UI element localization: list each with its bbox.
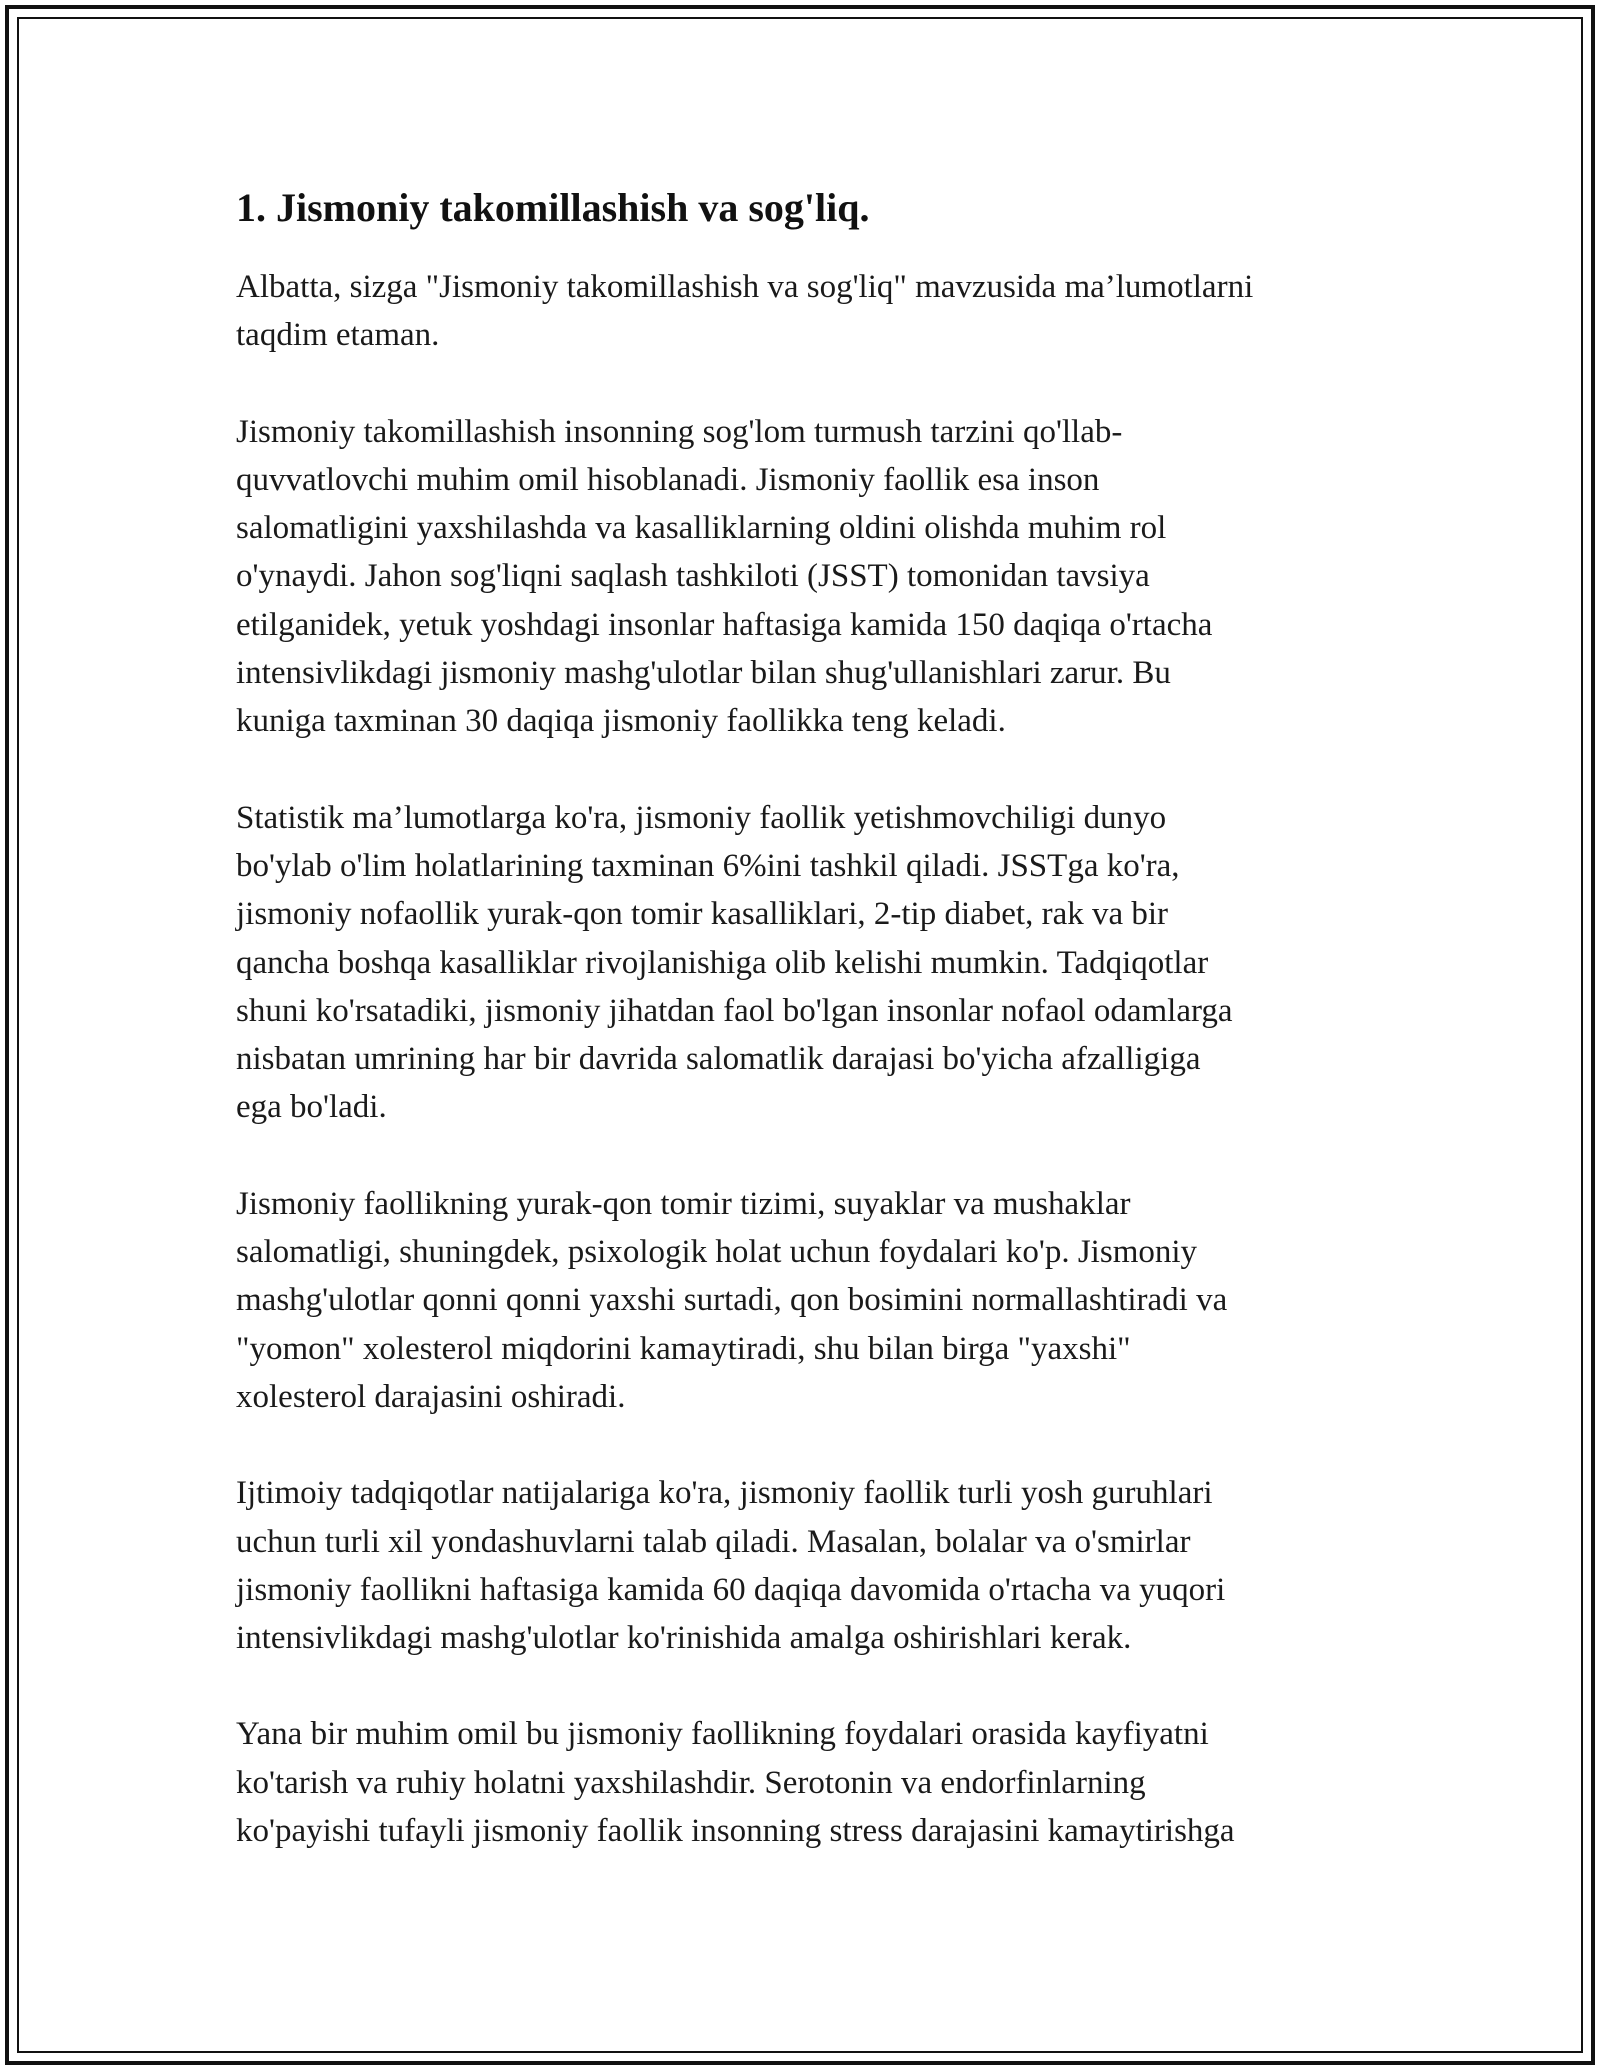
paragraph-physical-improvement: Jismoniy takomillashish insonning sog'lom turmush tarzini qo'llab- quvvatlovchi muhim omil hisoblanadi. Jismoniy faollik esa inson salomatligini yaxshilashda va kasalliklarning oldini olishda muhim rol o'ynaydi. Jahon sog'liqni saqlash tashkiloti (JSST) tomonidan tavsiya etilganidek, yetuk yoshdagi insonlar haftasiga kamida 150 daqiqa o'rtacha intensivlikdagi jismoniy mashg'ulotlar bilan shug'ullanishlari zarur. Bu kuniga taxminan 30 daqiqa jismoniy faollikka teng keladi. [236, 413, 1213, 740]
paragraph-age-groups: Ijtimoiy tadqiqotlar natijalariga ko'ra, jismoniy faollik turli yosh guruhlari uchun turli xil yondashuvlarni talab qiladi. Masalan, bolalar va o'smirlar jismoniy faollikni haftasiga kamida 60 daqiqa davomida o'rtacha va yuqori intensivlikdagi mashg'ulotlar ko'rinishida amalga oshirishlari kerak. [236, 1475, 1226, 1657]
paragraph-benefits: Jismoniy faollikning yurak-qon tomir tizimi, suyaklar va mushaklar salomatligi, shuningdek, psixologik holat uchun foydalari ko'p. Jismoniy mashg'ulotlar qonni qonni yaxshi surtadi, qon bosimini normallashtiradi va "yomon" xolesterol miqdorini kamaytiradi, shu bilan birga "yaxshi" xolesterol darajasini oshiradi. [236, 1185, 1228, 1415]
document-title: 1. Jismoniy takomillashish va sog'liq. [236, 185, 870, 230]
paragraph-intro: Albatta, sizga "Jismoniy takomillashish va sog'liq" mavzusida ma’lumotlarni taqdim etaman. [236, 269, 1254, 354]
paragraph-mood: Yana bir muhim omil bu jismoniy faollikning foydalari orasida kayfiyatni ko'tarish va ruhiy holatni yaxshilashdir. Serotonin va endorfinlarning ko'payishi tufayli jismoniy faollik insonning stress darajasini kamaytirishga [236, 1716, 1235, 1850]
paragraph-statistics: Statistik ma’lumotlarga ko'ra, jismoniy faollik yetishmovchiligi dunyo bo'ylab o'lim holatlarining taxminan 6%ini tashkil qiladi. JSSTga ko'ra, jismoniy nofaollik yurak-qon tomir kasalliklari, 2-tip diabet, rak va bir qancha boshqa kasalliklar rivojlanishiga olib kelishi mumkin. Tadqiqotlar shuni ko'rsatadiki, jismoniy jihatdan faol bo'lgan insonlar nofaol odamlarga nisbatan umrining har bir davrida salomatlik darajasi bo'yicha afzalligiga ega bo'ladi. [236, 799, 1233, 1126]
document-body [236, 182, 1386, 1903]
